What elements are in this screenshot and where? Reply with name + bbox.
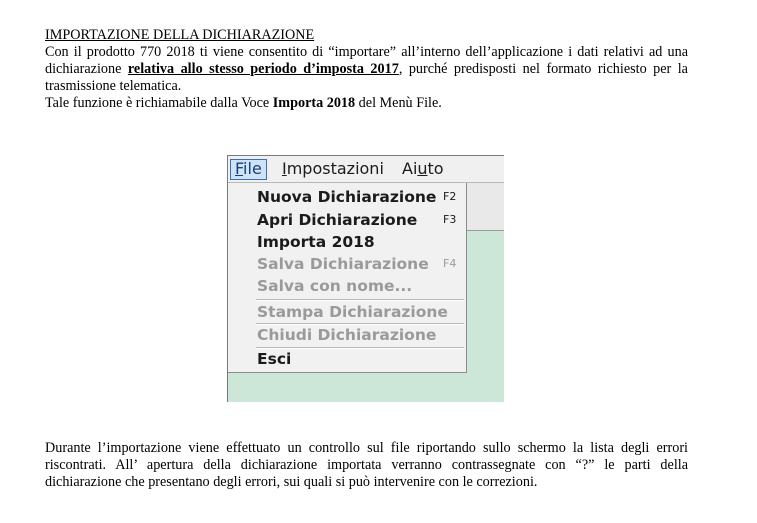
menu-item-shortcut: F2 — [443, 190, 457, 203]
menu-item-apri-dichiarazione[interactable] — [257, 209, 463, 231]
menu-item-label: Esci — [257, 350, 292, 368]
file-dropdown-menu — [228, 183, 467, 373]
intro-paragraph — [45, 44, 688, 95]
intro-emphasis: relativa allo stesso periodo d’imposta 2017 — [127, 61, 399, 77]
closing-paragraph: Durante l’importazione viene effettuato un controllo sul file riportando sullo schermo la lista degli errori riscontrati. All’ apertura della dichiarazione importata verranno contrassegnate con “?” le parti della dichiarazione che presentano degli errori, sui quali si può intervenire con le correzioni. — [45, 440, 688, 490]
menu-item-label: Importa 2018 — [257, 233, 375, 251]
menu-aiuto[interactable] — [402, 160, 444, 178]
menu-item-chiudi-dichiarazione — [257, 324, 463, 346]
toolbar-strip — [466, 183, 504, 231]
menu-file-accelerator: F — [235, 159, 244, 178]
menu-item-label: Salva con nome... — [257, 277, 413, 295]
menu-file-label: ile — [243, 159, 262, 178]
menu-item-label: Chiudi Dichiarazione — [257, 326, 437, 344]
menu-aiuto-accelerator: u — [417, 159, 428, 178]
menu-item-label: Salva Dichiarazione — [257, 255, 429, 273]
closing-body — [45, 440, 688, 491]
app-screenshot — [227, 155, 504, 402]
tip-paragraph — [45, 95, 688, 112]
menu-item-shortcut: F3 — [443, 213, 457, 226]
menu-item-nuova-dichiarazione[interactable] — [257, 186, 463, 208]
menu-impostazioni[interactable] — [282, 160, 384, 178]
tip-text-2: del Menù File. — [355, 95, 442, 111]
intro-text-2: , purché predisposti nel formato richiesto per la trasmissione telematica. — [45, 61, 688, 94]
menu-icon-gutter — [228, 183, 254, 372]
tip-text-1: Tale funzione è richiamabile dalla Voce — [45, 95, 273, 111]
section-heading: IMPORTAZIONE DELLA DICHIARAZIONE — [45, 27, 315, 43]
document-body — [45, 27, 688, 112]
menu-item-salva-dichiarazione — [257, 253, 463, 275]
menu-item-salva-con-nome — [257, 275, 463, 297]
menu-bar — [228, 156, 504, 183]
tip-emphasis: Importa 2018 — [272, 95, 356, 111]
menu-item-importa-2018[interactable] — [257, 231, 463, 253]
menu-item-stampa-dichiarazione — [257, 301, 463, 323]
menu-item-esci[interactable] — [257, 348, 463, 370]
menu-item-label: Nuova Dichiarazione — [257, 188, 437, 206]
menu-item-shortcut: F4 — [443, 257, 457, 270]
intro-text-1: Con il prodotto 770 2018 ti viene consentito di “importare” all’interno dell’applicazione i dati relativi ad una dichiarazione — [45, 44, 688, 77]
menu-file[interactable] — [230, 159, 267, 180]
menu-item-label: Stampa Dichiarazione — [257, 303, 448, 321]
menu-item-label: Apri Dichiarazione — [257, 211, 418, 229]
menu-aiuto-label-start: Ai — [402, 159, 418, 178]
menu-impostazioni-accelerator: I — [282, 159, 287, 178]
menu-aiuto-label-end: to — [427, 159, 444, 178]
menu-impostazioni-label: mpostazioni — [286, 159, 384, 178]
